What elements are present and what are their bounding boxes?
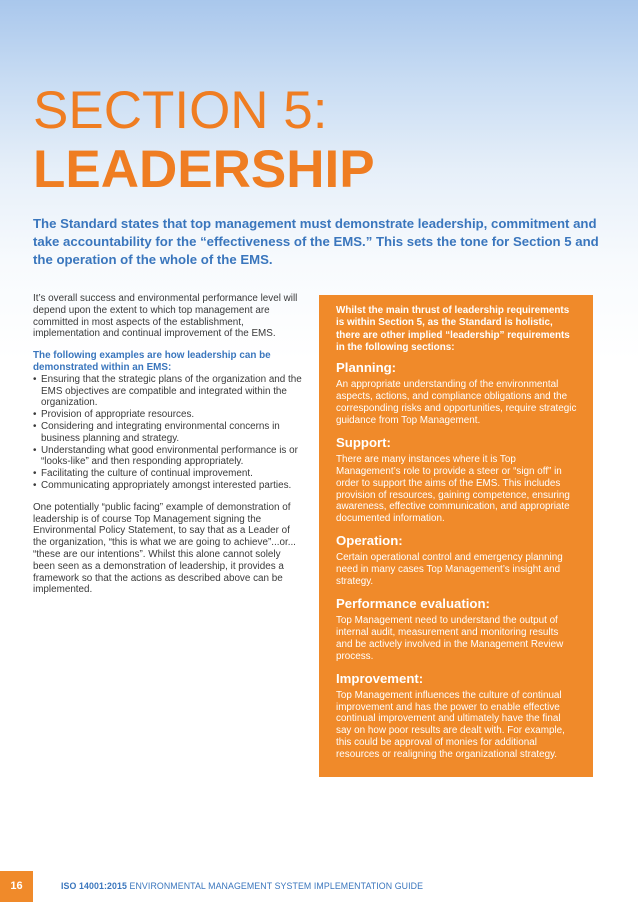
- guide-title: ENVIRONMENTAL MANAGEMENT SYSTEM IMPLEMENTATION GUIDE: [129, 881, 424, 891]
- running-footer: [61, 881, 423, 892]
- list-item: • Facilitating the culture of continual improvement.: [33, 468, 305, 480]
- list-item: • Provision of appropriate resources.: [33, 409, 305, 421]
- list-item: • Understanding what good environmental performance is or “looks-like” and then responding appropriately.: [33, 445, 305, 469]
- planning-heading: Planning:: [336, 360, 397, 376]
- intro-paragraph: The Standard states that top management must demonstrate leadership, commitment and take accountability for the “effectiveness of the EMS.” This sets the tone for Section 5 and the operation of the whole of the EMS.: [33, 216, 599, 267]
- improvement-body: Top Management influences the culture of continual improvement and has the power to enable effective continual improvement and ultimately have the final say on how poor results are dealt with. For example, this could be approval of monies for additional resources or realigning the organizational strategy.: [336, 689, 565, 761]
- planning-body: An appropriate understanding of the environmental aspects, actions, and compliance obligations and the corresponding risks and opportunities, require strategic guidance from Top Management.: [336, 379, 577, 426]
- standard-name: ISO 14001:2015: [61, 881, 127, 891]
- examples-lead: The following examples are how leadership can be demonstrated within an EMS:: [33, 350, 271, 373]
- list-item: • Ensuring that the strategic plans of the organization and the EMS objectives are compatible and integrated within the organization.: [33, 374, 305, 409]
- performance-evaluation-heading: Performance evaluation:: [336, 595, 490, 611]
- left-column: [33, 293, 305, 596]
- page-number: 16: [0, 871, 33, 902]
- support-heading: Support:: [336, 434, 391, 450]
- section-title-number: SECTION 5:: [33, 81, 328, 140]
- policy-paragraph: One potentially “public facing” example of demonstration of leadership is of course Top Management signing the Environmental Policy Statement, to say that as a Leader of the organization, “this is what we are going to achieve”...or... “these are our intentions”. Whilst this alone cannot solely been seen as a demonstration of leadership, it provides a framework so that the actions as described above can be implemented.: [33, 501, 296, 596]
- operation-heading: Operation:: [336, 533, 403, 549]
- section-title-name: LEADERSHIP: [33, 140, 375, 199]
- support-body: There are many instances where it is Top Management’s role to provide a steer or “sign off” in order to support the aims of the EMS. This includes provision of resources, gaining competence, ensuring awareness, effective communication, and appropriate documented information.: [336, 453, 570, 525]
- leadership-requirements-box: [319, 295, 593, 777]
- overview-paragraph: It’s overall success and environmental performance level will depend upon the extent to which top management are committed in most aspects of the establishment, implementation and continual improvement of the EMS.: [33, 293, 298, 340]
- leadership-examples-list: [33, 374, 305, 492]
- operation-body: Certain operational control and emergency planning need in many cases Top Management’s insight and strategy.: [336, 552, 563, 588]
- box-intro: Whilst the main thrust of leadership requirements is within Section 5, as the Standard is holistic, there are other implied “leadership” requirements in the following sections:: [336, 305, 570, 353]
- list-item: • Considering and integrating environmental concerns in business planning and strategy.: [33, 421, 305, 445]
- list-item: • Communicating appropriately amongst interested parties.: [33, 480, 305, 492]
- performance-evaluation-body: Top Management need to understand the output of internal audit, measurement and monitoring results and be actively involved in the Management Review process.: [336, 614, 564, 662]
- improvement-heading: Improvement:: [336, 670, 424, 686]
